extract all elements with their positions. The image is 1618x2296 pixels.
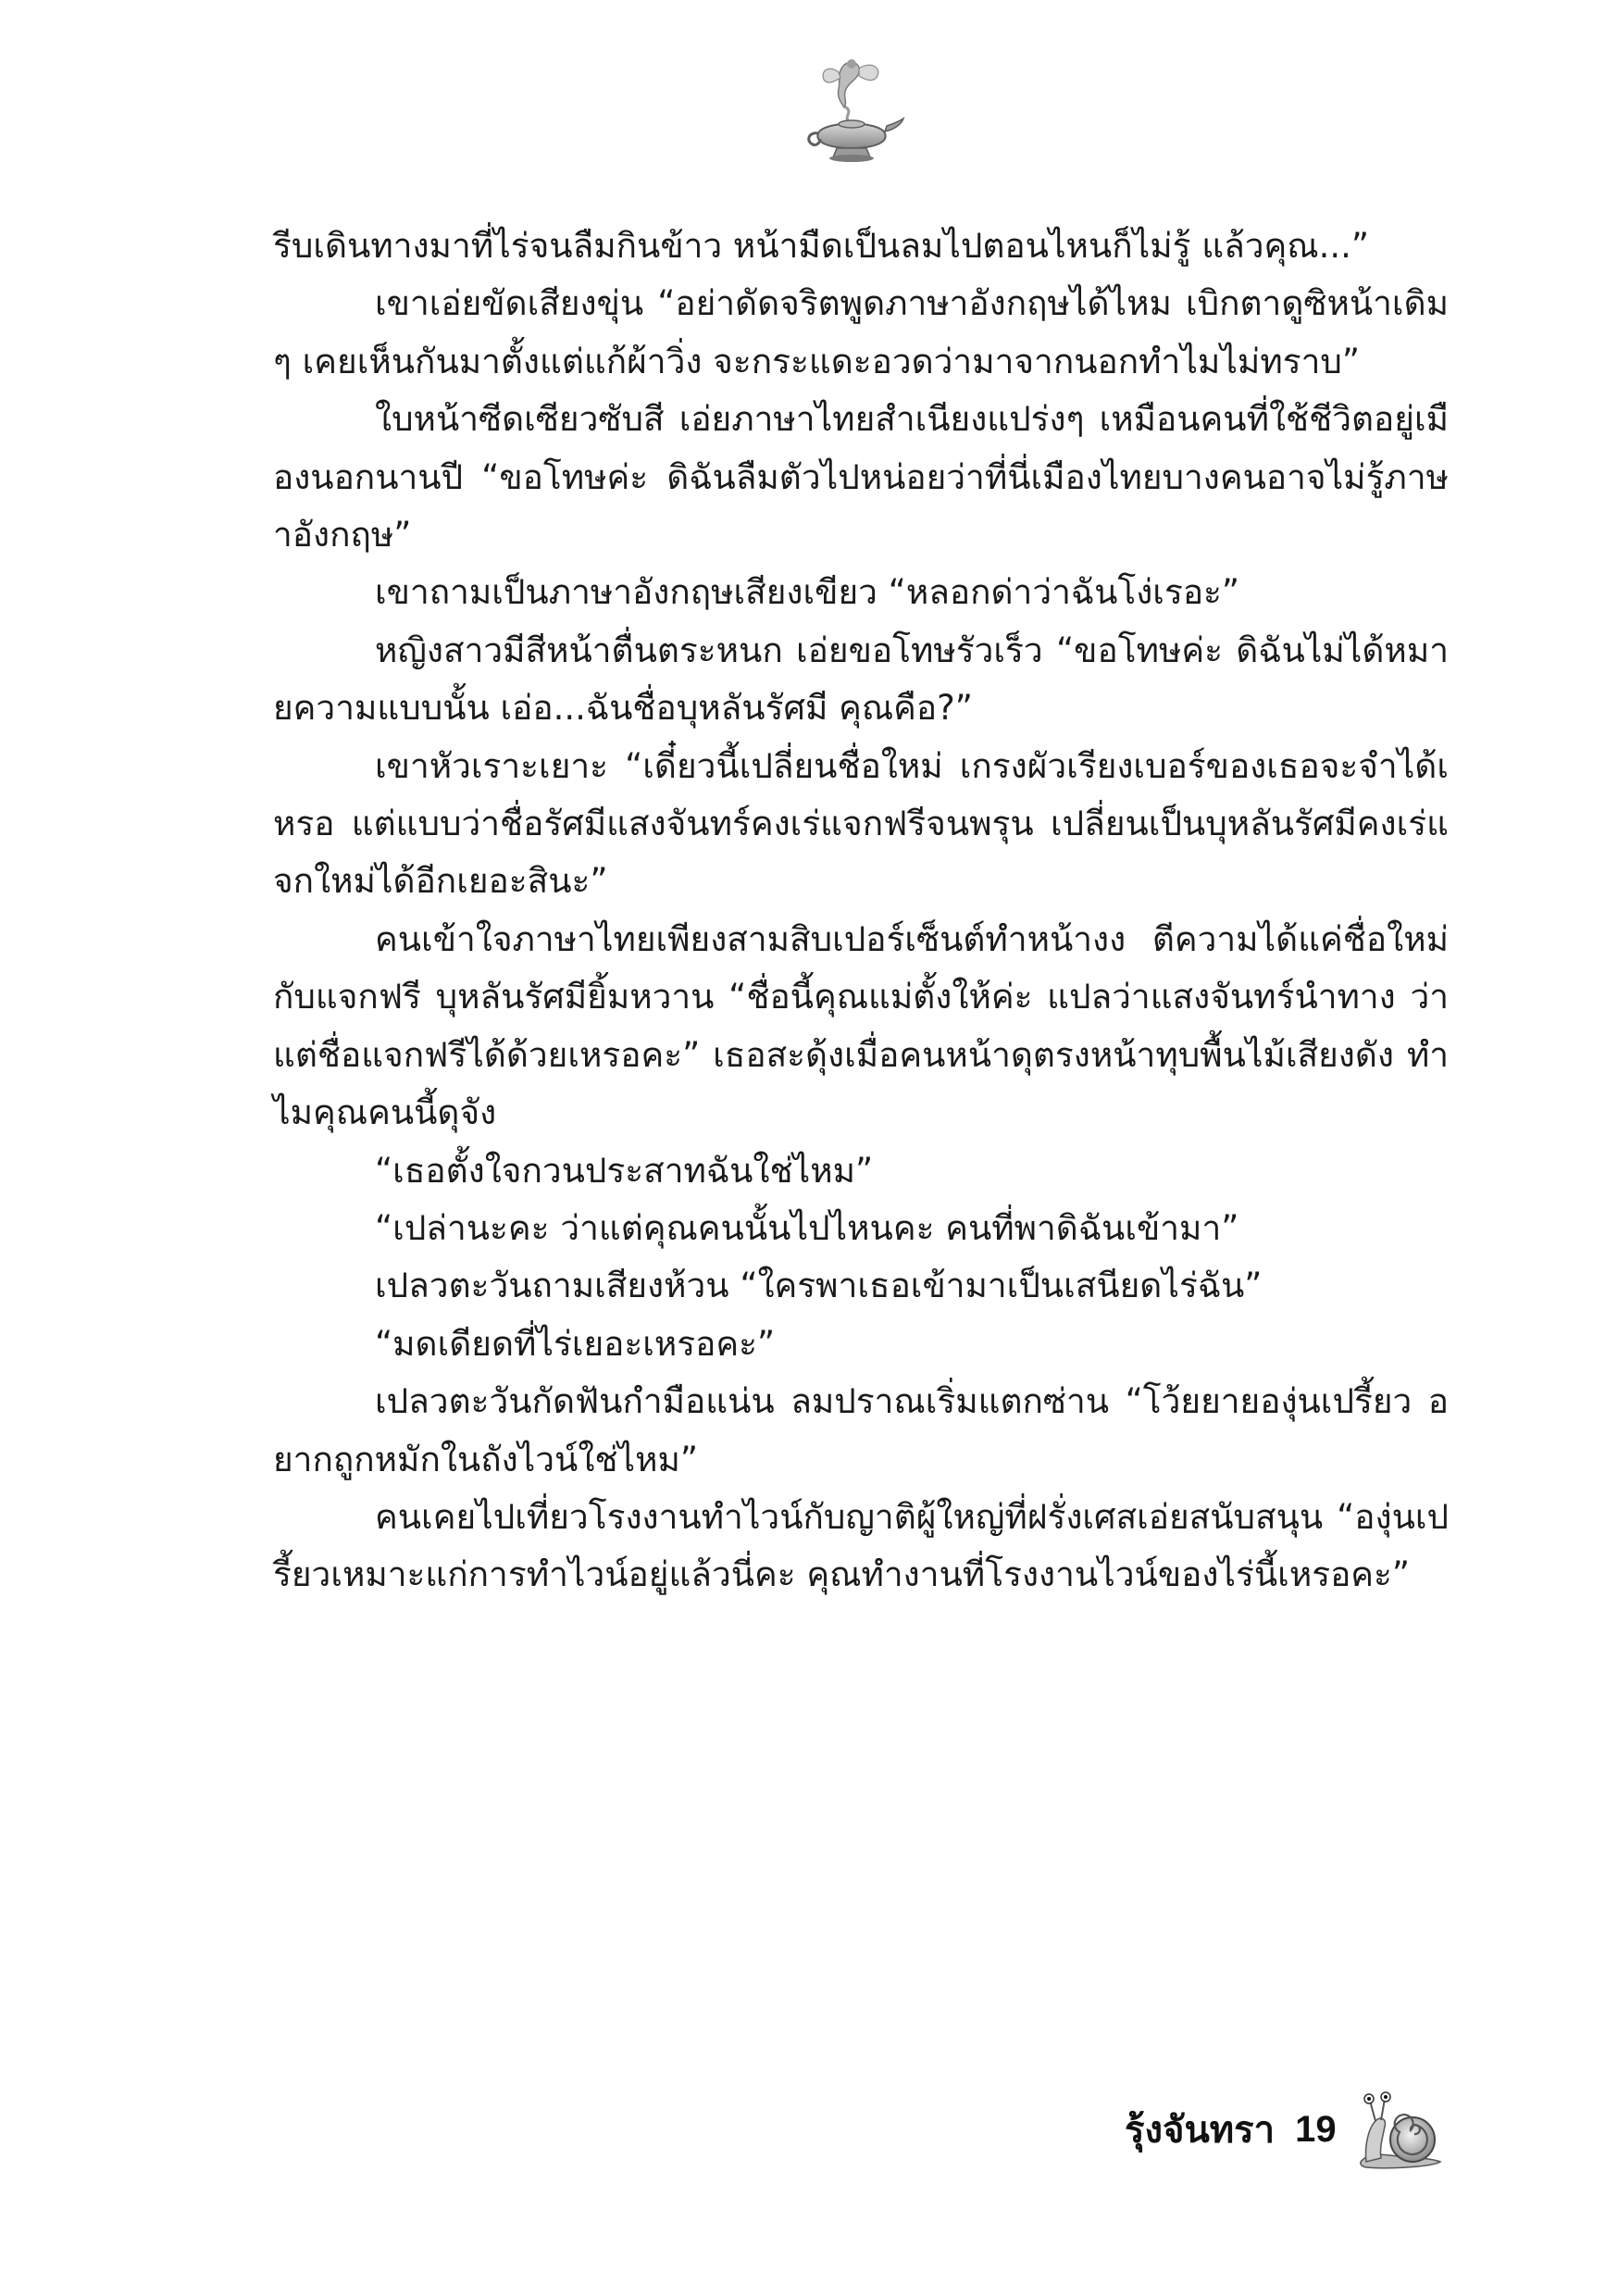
paragraph: ใบหน้าซีดเซียวซับสี เอ่ยภาษาไทยสำเนียงแปร่งๆ เหมือนคนที่ใช้ชีวิตอยู่เมืองนอกนานปี “ขอโทษค่ะ ดิฉันลืมตัวไปหน่อยว่าที่นี่เมืองไทยบางคนอาจไม่รู้ภาษาอังกฤษ” [273, 399, 1449, 555]
paragraph: หญิงสาวมีสีหน้าตื่นตระหนก เอ่ยขอโทษรัวเร็ว “ขอโทษค่ะ ดิฉันไม่ได้หมายความแบบนั้น เอ่อ...ฉันชื่อบุหลันรัศมี คุณคือ?” [273, 630, 1449, 729]
paragraph: คนเคยไปเที่ยวโรงงานทำไวน์กับญาติผู้ใหญ่ที่ฝรั่งเศสเอ่ยสนับสนุน “องุ่นเปรี้ยวเหมาะแก่การทำไวน์อยู่แล้วนี่คะ คุณทำงานที่โรงงานไวน์ของไร่นี้เหรอคะ” [273, 1496, 1449, 1595]
paragraph: “เธอตั้งใจกวนประสาทฉันใช่ไหม” [375, 1150, 874, 1191]
body-text [273, 218, 1449, 1604]
paragraph: เขาหัวเราะเยาะ “เดี๋ยวนี้เปลี่ยนชื่อใหม่ เกรงผัวเรียงเบอร์ของเธอจะจำได้เหรอ แต่แบบว่าชื่อรัศมีแสงจันทร์คงเร่แจกฟรีจนพรุน เปลี่ยนเป็นบุหลันรัศมีคงเร่แจกใหม่ได้อีกเยอะสินะ” [273, 745, 1449, 902]
paragraph: เขาเอ่ยขัดเสียงขุ่น “อย่าดัดจริตพูดภาษาอังกฤษได้ไหม เบิกตาดูซิหน้าเดิมๆ เคยเห็นกันมาตั้งแต่แก้ผ้าวิ่ง จะกระแดะอวดว่ามาจากนอกทำไมไม่ทราบ” [273, 283, 1449, 381]
paragraph: เปลวตะวันกัดฟันกำมือแน่น ลมปราณเริ่มแตกซ่าน “โว้ยยายองุ่นเปรี้ยว อยากถูกหมักในถังไวน์ใช่ไหม” [273, 1381, 1449, 1479]
paragraph: “มดเดียดที่ไร่เยอะเหรอคะ” [375, 1323, 776, 1364]
page-footer [1125, 2088, 1445, 2171]
paragraph: เขาถามเป็นภาษาอังกฤษเสียงเขียว “หลอกด่าว่าฉันโง่เรอะ” [375, 572, 1240, 613]
genie-lamp-icon [796, 56, 907, 167]
book-title: รุ้งจันทรา [1125, 2109, 1276, 2152]
paragraph: คนเข้าใจภาษาไทยเพียงสามสิบเปอร์เซ็นต์ทำหน้างง ตีความได้แค่ชื่อใหม่กับแจกฟรี บุหลันรัศมียิ้มหวาน “ชื่อนี้คุณแม่ตั้งให้ค่ะ แปลว่าแสงจันทร์นำทาง ว่าแต่ชื่อแจกฟรีได้ด้วยเหรอคะ” เธอสะดุ้งเมื่อคนหน้าดุตรงหน้าทุบพื้นไม้เสียงดัง ทำไมคุณคนนี้ดุจัง [273, 918, 1449, 1133]
snail-icon [1357, 2088, 1445, 2171]
page-number: 19 [1295, 2108, 1337, 2150]
paragraph: เปลวตะวันถามเสียงห้วน “ใครพาเธอเข้ามาเป็นเสนียดไร่ฉัน” [375, 1266, 1263, 1306]
paragraph: “เปล่านะคะ ว่าแต่คุณคนนั้นไปไหนคะ คนที่พาดิฉันเข้ามา” [375, 1207, 1239, 1248]
paragraph: รีบเดินทางมาที่ไร่จนลืมกินข้าว หน้ามืดเป็นลมไปตอนไหนก็ไม่รู้ แล้วคุณ...” [273, 226, 1370, 266]
